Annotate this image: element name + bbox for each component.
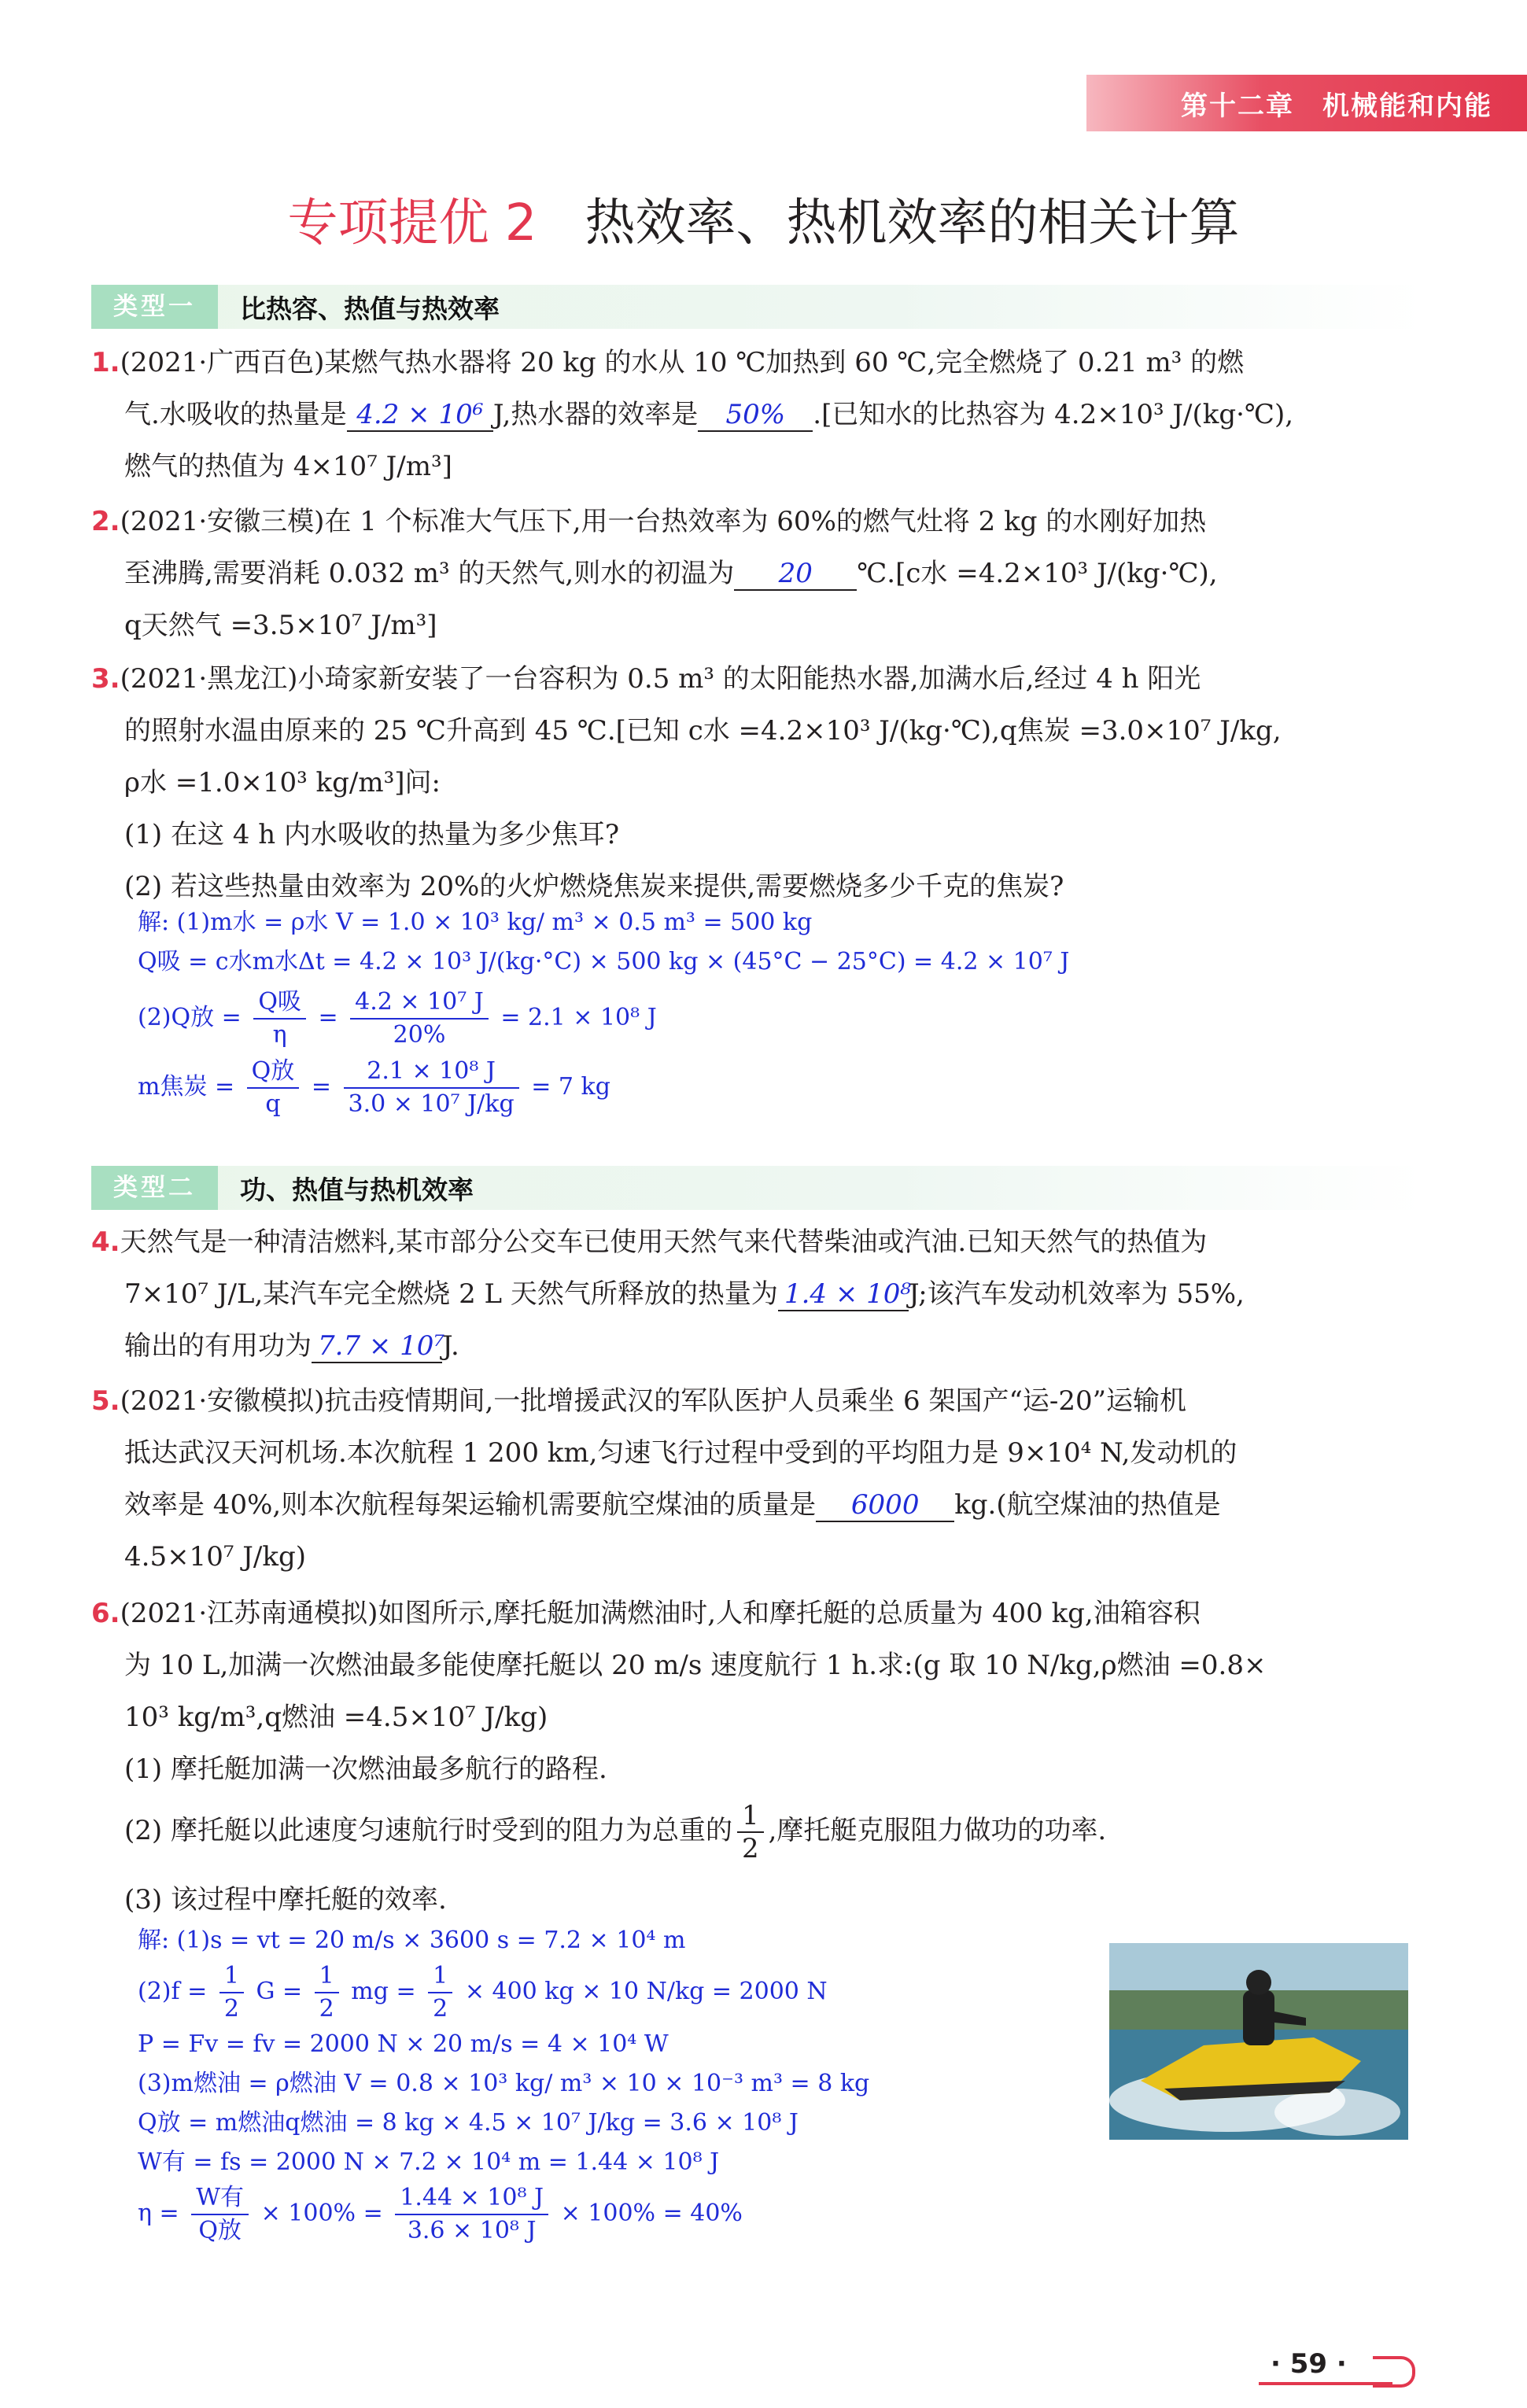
answer-blank: 50% <box>698 399 813 432</box>
fraction: $\frac{1}{2}$ <box>219 1960 244 2025</box>
question-text: ρ水 =1.0×10³ kg/m³]问: <box>124 767 441 798</box>
fraction: $\frac{\text{4.2 × 10⁷ J}}{20\%}$ <box>350 986 489 1051</box>
answer-line: W有 = fs = 2000 N × 7.2 × 10⁴ m = 1.44 × 10⁸ J <box>138 2148 720 2176</box>
jet-ski-illustration <box>1109 1943 1408 2140</box>
section-title: 比热容、热值与热效率 <box>240 293 500 324</box>
question-text: 天然气是一种清洁燃料,某市部分公交车已使用天然气来代替柴油或汽油.已知天然气的热值为 <box>120 1226 1208 1258</box>
question-text: 10³ kg/m³,q燃油 =4.5×10⁷ J/kg) <box>124 1702 548 1733</box>
question-text: (2021·黑龙江)小琦家新安装了一台容积为 0.5 m³ 的太阳能热水器,加满水后,经过 4 h 阳光 <box>120 663 1201 695</box>
section-badge: 类型二 <box>91 1166 218 1210</box>
fraction: $\frac{\text{1.44 × 10⁸ J}}{\text{3.6 × 10⁸ J}}$ <box>395 2182 548 2247</box>
answer-line: (3)m燃油 = ρ燃油 V = 0.8 × 10³ kg/ m³ × 10 × 10⁻³ m³ = 8 kg <box>138 2070 870 2097</box>
answer-6 <box>138 1921 869 2247</box>
answer-line: (2)Q放 = $\frac{\text{Q吸}}{\eta}$ = $\frac{\text{4.2 × 10⁷ J}}{20\%}$ = 2.1 × 10⁸ J <box>138 986 1069 1051</box>
page-number: · 59 · <box>1271 2348 1347 2380</box>
answer-blank: 6000 <box>816 1489 954 1522</box>
answer-blank: 7.7 × 10⁷ <box>312 1330 442 1363</box>
question-text: 效率是 40%,则本次航程每架运输机需要航空煤油的质量是 <box>124 1489 817 1521</box>
page-title <box>0 183 1527 255</box>
sub-question: ,摩托艇克服阻力做功的功率. <box>768 1815 1107 1846</box>
question-text: (2021·安徽模拟)抗击疫情期间,一批增援武汉的军队医护人员乘坐 6 架国产“运-20”运输机 <box>120 1385 1187 1417</box>
title-prefix: 专项提优 2 <box>287 194 537 253</box>
sub-question: (1) 摩托艇加满一次燃油最多航行的路程. <box>124 1753 607 1785</box>
question-text: .[已知水的比热容为 4.2×10³ J/(kg·℃), <box>813 399 1294 430</box>
jet-ski-photo <box>1109 1943 1408 2140</box>
question-text: (2021·广西百色)某燃气热水器将 20 kg 的水从 10 ℃加热到 60 ℃,完全燃烧了 0.21 m³ 的燃 <box>120 347 1245 378</box>
answer-3 <box>138 903 1069 1120</box>
question-number: 6. <box>91 1598 120 1629</box>
question-text: 为 10 L,加满一次燃油最多能使摩托艇以 20 m/s 速度航行 1 h.求:(g 取 10 N/kg,ρ燃油 =0.8× <box>124 1650 1267 1681</box>
question-text: J;该汽车发动机效率为 55%, <box>908 1278 1245 1310</box>
question-number: 5. <box>91 1385 120 1417</box>
answer-line: P = Fv = fv = 2000 N × 20 m/s = 4 × 10⁴ W <box>138 2030 669 2058</box>
question-text: 7×10⁷ J/L,某汽车完全燃烧 2 L 天然气所释放的热量为 <box>124 1278 778 1310</box>
question-text: 燃气的热值为 4×10⁷ J/m³] <box>124 451 452 482</box>
sub-question: (1) 在这 4 h 内水吸收的热量为多少焦耳? <box>124 819 620 850</box>
question-4 <box>91 1216 1245 1372</box>
answer-line: 解: (1)m水 = ρ水 V = 1.0 × 10³ kg/ m³ × 0.5 m³ = 500 kg <box>138 909 813 936</box>
question-number: 4. <box>91 1226 120 1258</box>
question-text: 气.水吸收的热量是 <box>124 399 347 430</box>
page-number-arc <box>1373 2356 1415 2388</box>
question-text: J,热水器的效率是 <box>492 399 699 430</box>
question-number: 1. <box>91 347 120 378</box>
answer-line: Q吸 = c水m水Δt = 4.2 × 10³ J/(kg·°C) × 500 kg × (45°C − 25°C) = 4.2 × 10⁷ J <box>138 948 1070 975</box>
section-header-1 <box>91 285 1424 329</box>
section-title: 功、热值与热机效率 <box>240 1174 474 1205</box>
section-badge: 类型一 <box>91 285 218 329</box>
answer-blank: 4.2 × 10⁶ <box>347 399 493 432</box>
fraction: $\frac{1}{2}$ <box>428 1960 452 2025</box>
question-text: ℃.[c水 =4.2×10³ J/(kg·℃), <box>857 558 1218 589</box>
question-text: 抵达武汉天河机场.本次航程 1 200 km,匀速飞行过程中受到的平均阻力是 9×10⁴ N,发动机的 <box>124 1437 1237 1469</box>
fraction: $\frac{\text{Q放}}{q}$ <box>247 1056 300 1120</box>
chapter-label: 第十二章 机械能和内能 <box>1181 90 1492 122</box>
question-text: (2021·安徽三模)在 1 个标准大气压下,用一台热效率为 60%的燃气灶将 2 kg 的水刚好加热 <box>120 506 1207 537</box>
answer-line: η = $\frac{\text{W有}}{\text{Q放}}$ × 100% = $\frac{\text{1.44 × 10⁸ J}}{\text{3.6 × 10⁸ J}}$ × 100% = 40% <box>138 2182 869 2247</box>
question-text: 的照射水温由原来的 25 ℃升高到 45 ℃.[已知 c水 =4.2×10³ J/(kg·℃),q焦炭 =3.0×10⁷ J/kg, <box>124 715 1282 747</box>
fraction: $\frac{\text{W有}}{\text{Q放}}$ <box>191 2182 249 2247</box>
answer-blank: 1.4 × 10⁸ <box>778 1278 909 1311</box>
question-6 <box>91 1588 1266 1926</box>
sub-question: (2) 若这些热量由效率为 20%的火炉燃烧焦炭来提供,需要燃烧多少千克的焦炭? <box>124 871 1064 902</box>
question-text: 4.5×10⁷ J/kg) <box>124 1541 306 1573</box>
answer-blank: 20 <box>734 558 857 591</box>
fraction: $\frac{1}{2}$ <box>737 1800 764 1864</box>
question-number: 2. <box>91 506 120 537</box>
chapter-tag <box>1086 75 1527 131</box>
question-3 <box>91 653 1282 913</box>
question-5 <box>91 1375 1237 1583</box>
question-2 <box>91 496 1218 651</box>
question-text: q天然气 =3.5×10⁷ J/m³] <box>124 610 437 641</box>
question-text: 至沸腾,需要消耗 0.032 m³ 的天然气,则水的初温为 <box>124 558 735 589</box>
question-number: 3. <box>91 663 120 695</box>
question-text: 输出的有用功为 <box>124 1330 312 1362</box>
fraction: $\frac{\text{2.1 × 10⁸ J}}{\text{3.0 × 10⁷ J/kg}}$ <box>344 1056 519 1120</box>
answer-line: Q放 = m燃油q燃油 = 8 kg × 4.5 × 10⁷ J/kg = 3.6 × 10⁸ J <box>138 2109 799 2137</box>
answer-line: 解: (1)s = vt = 20 m/s × 3600 s = 7.2 × 10⁴ m <box>138 1927 686 1954</box>
answer-line: (2)f = $\frac{1}{2}$ G = $\frac{1}{2}$ mg = $\frac{1}{2}$ × 400 kg × 10 N/kg = 2000 N <box>138 1960 869 2025</box>
question-1 <box>91 337 1293 492</box>
question-text: kg.(航空煤油的热值是 <box>954 1489 1221 1521</box>
sub-question: (2) 摩托艇以此速度匀速航行时受到的阻力为总重的 <box>124 1815 732 1846</box>
title-main: 热效率、热机效率的相关计算 <box>585 194 1240 253</box>
fraction: $\frac{\text{Q吸}}{\eta}$ <box>253 986 306 1051</box>
section-header-2 <box>91 1166 1424 1210</box>
sub-question: (3) 该过程中摩托艇的效率. <box>124 1884 447 1916</box>
answer-line: m焦炭 = $\frac{\text{Q放}}{q}$ = $\frac{\text{2.1 × 10⁸ J}}{\text{3.0 × 10⁷ J/kg}}$ = 7 kg <box>138 1056 1069 1120</box>
fraction: $\frac{1}{2}$ <box>315 1960 339 2025</box>
question-text: J. <box>442 1330 459 1362</box>
question-text: (2021·江苏南通模拟)如图所示,摩托艇加满燃油时,人和摩托艇的总质量为 400 kg,油箱容积 <box>120 1598 1201 1629</box>
